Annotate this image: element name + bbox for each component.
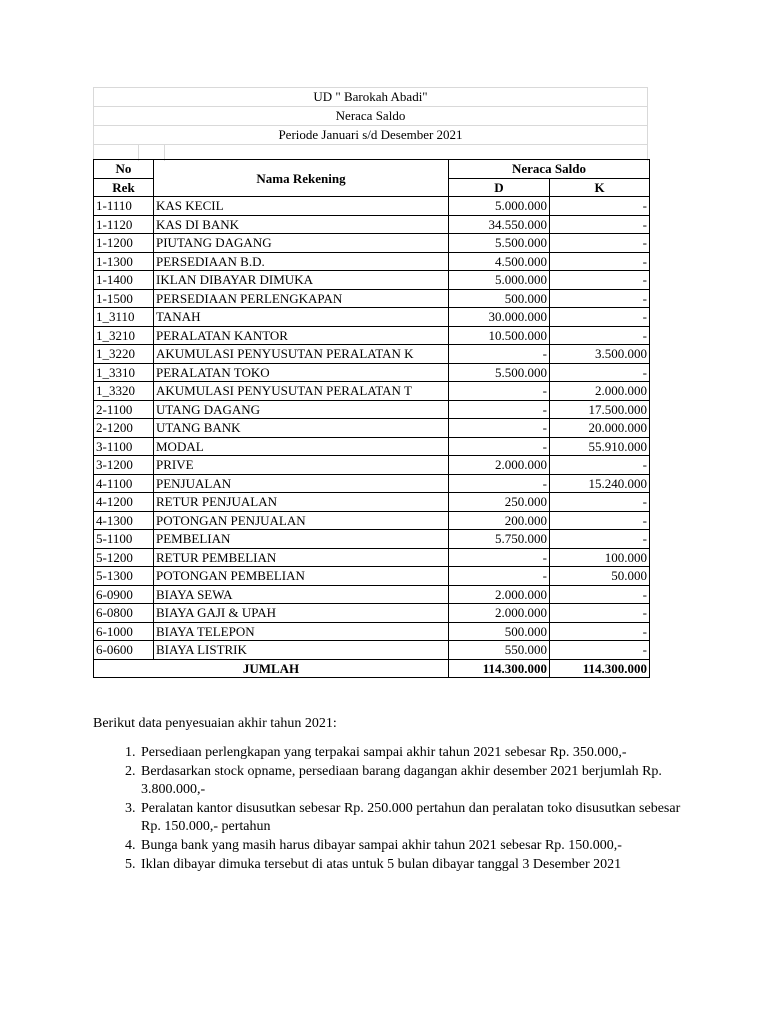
account-name: PEMBELIAN xyxy=(154,530,449,549)
credit-value: 55.910.000 xyxy=(550,437,650,456)
col-k-header: K xyxy=(550,178,650,197)
account-number: 1-1200 xyxy=(94,234,154,253)
credit-value: - xyxy=(550,326,650,345)
credit-value: - xyxy=(550,622,650,641)
account-name: POTONGAN PENJUALAN xyxy=(154,511,449,530)
adjustment-item: 3. Peralatan kantor disusutkan sebesar Rp. 250.000 pertahun dan peralatan toko disusutkan sebesar Rp. 150.000,- pertahun xyxy=(139,800,699,836)
company-name: UD " Barokah Abadi" xyxy=(93,87,648,106)
debit-value: 200.000 xyxy=(449,511,550,530)
debit-value: - xyxy=(449,382,550,401)
report-header xyxy=(93,87,648,161)
credit-value: 20.000.000 xyxy=(550,419,650,438)
account-name: KAS DI BANK xyxy=(154,215,449,234)
table-row xyxy=(94,271,650,290)
table-row xyxy=(94,234,650,253)
credit-value: - xyxy=(550,604,650,623)
col-name-header: Nama Rekening xyxy=(154,160,449,197)
col-d-header: D xyxy=(449,178,550,197)
credit-value: - xyxy=(550,289,650,308)
adjustment-item: 4. Bunga bank yang masih harus dibayar sampai akhir tahun 2021 sebesar Rp. 150.000,- xyxy=(139,837,699,855)
account-number: 2-1200 xyxy=(94,419,154,438)
table-row xyxy=(94,197,650,216)
account-name: UTANG DAGANG xyxy=(154,400,449,419)
account-name: RETUR PEMBELIAN xyxy=(154,548,449,567)
account-name: PENJUALAN xyxy=(154,474,449,493)
account-name: PERSEDIAAN PERLENGKAPAN xyxy=(154,289,449,308)
report-period: Periode Januari s/d Desember 2021 xyxy=(93,125,648,144)
account-name: PERALATAN TOKO xyxy=(154,363,449,382)
table-row xyxy=(94,548,650,567)
account-number: 1-1300 xyxy=(94,252,154,271)
credit-value: - xyxy=(550,215,650,234)
account-number: 1-1120 xyxy=(94,215,154,234)
table-row xyxy=(94,511,650,530)
debit-value: 2.000.000 xyxy=(449,604,550,623)
table-row xyxy=(94,456,650,475)
account-number: 6-0800 xyxy=(94,604,154,623)
table-row xyxy=(94,345,650,364)
account-number: 1_3310 xyxy=(94,363,154,382)
table-row xyxy=(94,400,650,419)
debit-value: 4.500.000 xyxy=(449,252,550,271)
account-number: 5-1300 xyxy=(94,567,154,586)
debit-value: - xyxy=(449,419,550,438)
account-name: POTONGAN PEMBELIAN xyxy=(154,567,449,586)
account-number: 6-1000 xyxy=(94,622,154,641)
adjustment-item: 5. Iklan dibayar dimuka tersebut di atas untuk 5 bulan dibayar tanggal 3 Desember 2021 xyxy=(139,856,699,874)
credit-value: - xyxy=(550,234,650,253)
account-name: IKLAN DIBAYAR DIMUKA xyxy=(154,271,449,290)
account-number: 5-1200 xyxy=(94,548,154,567)
account-number: 1_3320 xyxy=(94,382,154,401)
adjustment-item: 1. Persediaan perlengkapan yang terpakai sampai akhir tahun 2021 sebesar Rp. 350.000,- xyxy=(139,744,699,762)
debit-value: 5.500.000 xyxy=(449,363,550,382)
account-number: 4-1100 xyxy=(94,474,154,493)
account-number: 4-1300 xyxy=(94,511,154,530)
credit-value: - xyxy=(550,308,650,327)
table-row xyxy=(94,382,650,401)
total-credit: 114.300.000 xyxy=(550,659,650,678)
account-name: MODAL xyxy=(154,437,449,456)
adjustment-intro: Berikut data penyesuaian akhir tahun 2021: xyxy=(93,716,337,731)
table-row xyxy=(94,363,650,382)
account-number: 3-1100 xyxy=(94,437,154,456)
account-number: 4-1200 xyxy=(94,493,154,512)
account-name: PERALATAN KANTOR xyxy=(154,326,449,345)
account-name: BIAYA GAJI & UPAH xyxy=(154,604,449,623)
debit-value: 5.750.000 xyxy=(449,530,550,549)
credit-value: 17.500.000 xyxy=(550,400,650,419)
debit-value: 5.000.000 xyxy=(449,271,550,290)
debit-value: - xyxy=(449,567,550,586)
col-no-header: No xyxy=(94,160,154,179)
account-number: 6-0600 xyxy=(94,641,154,660)
credit-value: - xyxy=(550,252,650,271)
account-name: PRIVE xyxy=(154,456,449,475)
account-number: 5-1100 xyxy=(94,530,154,549)
debit-value: - xyxy=(449,474,550,493)
table-row xyxy=(94,641,650,660)
account-number: 3-1200 xyxy=(94,456,154,475)
debit-value: 500.000 xyxy=(449,289,550,308)
account-name: BIAYA TELEPON xyxy=(154,622,449,641)
debit-value: - xyxy=(449,400,550,419)
total-label: JUMLAH xyxy=(94,659,449,678)
credit-value: - xyxy=(550,271,650,290)
account-number: 6-0900 xyxy=(94,585,154,604)
account-name: AKUMULASI PENYUSUTAN PERALATAN T xyxy=(154,382,449,401)
debit-value: 5.500.000 xyxy=(449,234,550,253)
table-row xyxy=(94,326,650,345)
account-number: 1-1400 xyxy=(94,271,154,290)
debit-value: 500.000 xyxy=(449,622,550,641)
debit-value: 550.000 xyxy=(449,641,550,660)
debit-value: 10.500.000 xyxy=(449,326,550,345)
account-number: 2-1100 xyxy=(94,400,154,419)
table-row xyxy=(94,215,650,234)
account-name: PERSEDIAAN B.D. xyxy=(154,252,449,271)
table-row xyxy=(94,474,650,493)
credit-value: - xyxy=(550,456,650,475)
account-name: AKUMULASI PENYUSUTAN PERALATAN K xyxy=(154,345,449,364)
adjustment-item: 2. Berdasarkan stock opname, persediaan barang dagangan akhir desember 2021 berjumlah Rp. 3.800.000,- xyxy=(139,763,699,799)
debit-value: - xyxy=(449,437,550,456)
report-title: Neraca Saldo xyxy=(93,106,648,125)
debit-value: 250.000 xyxy=(449,493,550,512)
account-name: BIAYA LISTRIK xyxy=(154,641,449,660)
account-name: BIAYA SEWA xyxy=(154,585,449,604)
table-row xyxy=(94,604,650,623)
debit-value: 2.000.000 xyxy=(449,456,550,475)
account-number: 1_3220 xyxy=(94,345,154,364)
credit-value: - xyxy=(550,641,650,660)
credit-value: - xyxy=(550,511,650,530)
table-row xyxy=(94,419,650,438)
credit-value: - xyxy=(550,530,650,549)
table-row xyxy=(94,530,650,549)
account-name: TANAH xyxy=(154,308,449,327)
table-row xyxy=(94,567,650,586)
table-row xyxy=(94,622,650,641)
credit-value: - xyxy=(550,585,650,604)
debit-value: 2.000.000 xyxy=(449,585,550,604)
table-row xyxy=(94,437,650,456)
account-number: 1-1500 xyxy=(94,289,154,308)
table-row xyxy=(94,308,650,327)
credit-value: 100.000 xyxy=(550,548,650,567)
table-header-row-1 xyxy=(94,160,650,179)
credit-value: - xyxy=(550,197,650,216)
debit-value: 5.000.000 xyxy=(449,197,550,216)
col-group-header: Neraca Saldo xyxy=(449,160,650,179)
total-row xyxy=(94,659,650,678)
account-number: 1_3210 xyxy=(94,326,154,345)
debit-value: 34.550.000 xyxy=(449,215,550,234)
table-row xyxy=(94,289,650,308)
total-debit: 114.300.000 xyxy=(449,659,550,678)
debit-value: - xyxy=(449,548,550,567)
credit-value: 50.000 xyxy=(550,567,650,586)
credit-value: - xyxy=(550,363,650,382)
account-name: PIUTANG DAGANG xyxy=(154,234,449,253)
account-number: 1_3110 xyxy=(94,308,154,327)
credit-value: 15.240.000 xyxy=(550,474,650,493)
table-row xyxy=(94,585,650,604)
credit-value: 3.500.000 xyxy=(550,345,650,364)
table-row xyxy=(94,252,650,271)
account-name: KAS KECIL xyxy=(154,197,449,216)
trial-balance-table xyxy=(93,159,650,678)
debit-value: 30.000.000 xyxy=(449,308,550,327)
col-rek-header: Rek xyxy=(94,178,154,197)
credit-value: 2.000.000 xyxy=(550,382,650,401)
table-row xyxy=(94,493,650,512)
adjustment-list xyxy=(93,744,699,875)
debit-value: - xyxy=(449,345,550,364)
account-name: RETUR PENJUALAN xyxy=(154,493,449,512)
credit-value: - xyxy=(550,493,650,512)
account-number: 1-1110 xyxy=(94,197,154,216)
account-name: UTANG BANK xyxy=(154,419,449,438)
